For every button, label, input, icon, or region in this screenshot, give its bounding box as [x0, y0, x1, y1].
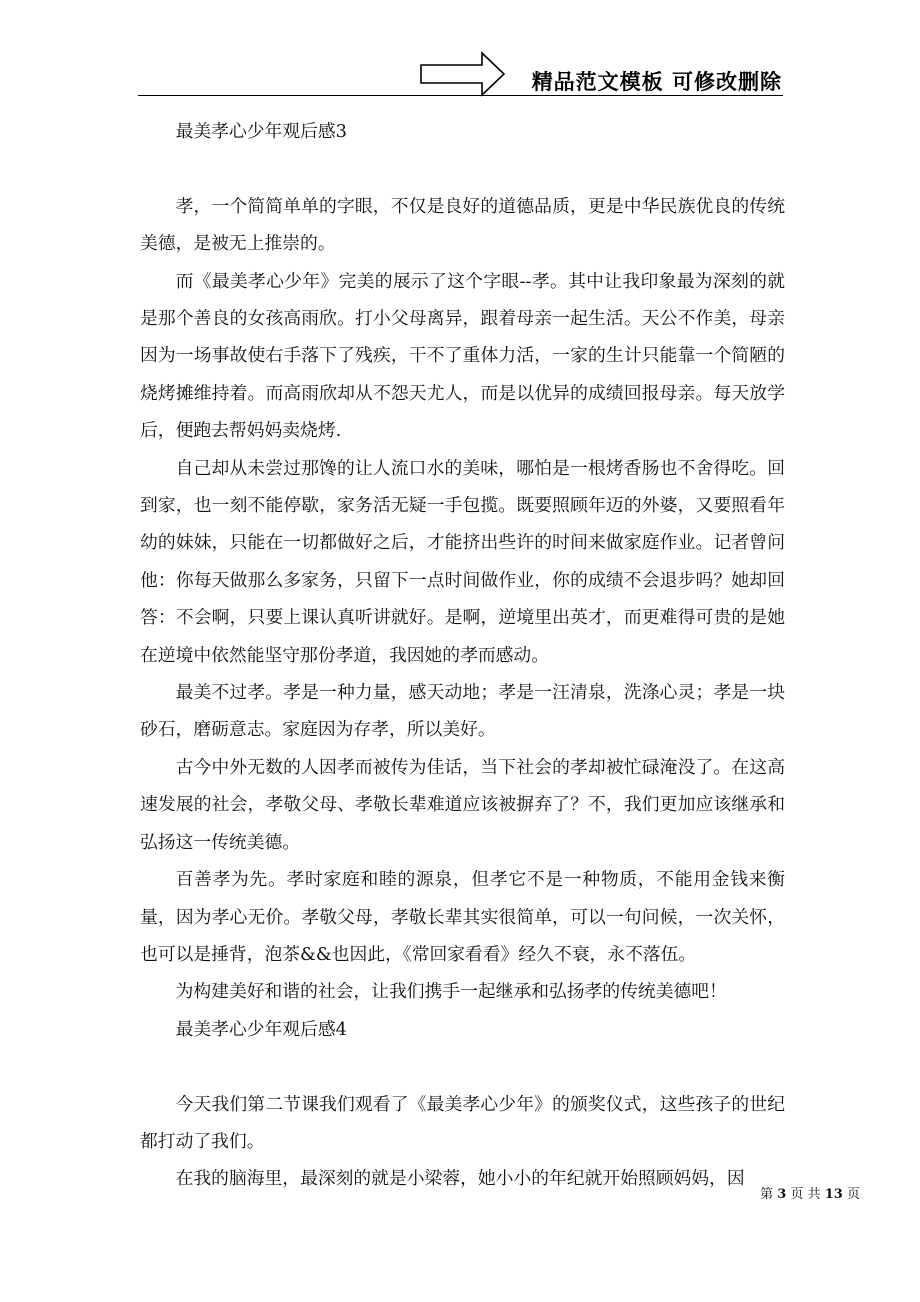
paragraph: 孝，一个简简单单的字眼，不仅是良好的道德品质，更是中华民族优良的传统美德，是被无上推崇的。	[140, 195, 785, 255]
header-title: 精品范文模板 可修改删除	[531, 70, 782, 94]
section-title: 最美孝心少年观后感3	[175, 121, 347, 142]
header-divider	[138, 95, 783, 96]
paragraph: 今天我们第二节课我们观看了《最美孝心少年》的颁奖仪式，这些孩子的世纪都打动了我们。	[140, 1093, 785, 1152]
current-page: 3	[777, 1187, 787, 1202]
arrow-icon	[420, 51, 506, 97]
total-pages: 13	[824, 1187, 843, 1202]
paragraph: 而《最美孝心少年》完美的展示了这个字眼--孝。其中让我印象最为深刻的就是那个善良的女孩高雨欣。打小父母离异，跟着母亲一起生活。天公不作美，母亲因为一场事故使右手落下了残疾，干不了重体力活，一家的生计只能靠一个简陋的烧烤摊维持着。而高雨欣却从不怨天尤人，而是以优异的成绩回报母亲。每天放学后，便跑去帮妈妈卖烧烤.	[140, 270, 785, 442]
footer-middle: 页 共	[790, 1187, 821, 1202]
paragraph: 在我的脑海里，最深刻的就是小梁蓉，她小小的年纪就开始照顾妈妈，因	[175, 1168, 745, 1190]
blank-line	[140, 150, 785, 187]
blank-line	[140, 1048, 785, 1085]
document-body	[140, 113, 785, 1198]
paragraph: 古今中外无数的人因孝而被传为佳话，当下社会的孝却被忙碌淹没了。在这高速发展的社会，孝敬父母、孝敬长辈难道应该被摒弃了？不，我们更加应该继承和弘扬这一传统美德。	[140, 756, 785, 853]
section-title: 最美孝心少年观后感4	[175, 1018, 347, 1040]
page-number	[760, 1183, 860, 1202]
footer-prefix: 第	[760, 1187, 774, 1202]
footer-suffix: 页	[846, 1187, 860, 1202]
paragraph: 自己却从未尝过那馋的让人流口水的美味，哪怕是一根烤香肠也不舍得吃。回到家，也一刻不能停歇，家务活无疑一手包揽。既要照顾年迈的外婆，又要照看年幼的妹妹，只能在一切都做好之后，才能挤出些许的时间来做家庭作业。记者曾问他：你每天做那么多家务，只留下一点时间做作业，你的成绩不会退步吗？她却回答：不会啊，只要上课认真听讲就好。是啊，逆境里出英才，而更难得可贵的是她在逆境中依然能坚守那份孝道，我因她的孝而感动。	[140, 457, 785, 666]
paragraph: 为构建美好和谐的社会，让我们携手一起继承和弘扬孝的传统美德吧！	[175, 981, 727, 1003]
paragraph: 百善孝为先。孝时家庭和睦的源泉，但孝它不是一种物质，不能用金钱来衡量，因为孝心无价。孝敬父母，孝敬长辈其实很简单，可以一句问候，一次关怀，也可以是捶背，泡茶&&也因此，《常回家看看》经久不衰，永不落伍。	[140, 869, 785, 965]
paragraph: 最美不过孝。孝是一种力量，感天动地；孝是一汪清泉，洗涤心灵；孝是一块砂石，磨砺意志。家庭因为存孝，所以美好。	[140, 682, 785, 741]
